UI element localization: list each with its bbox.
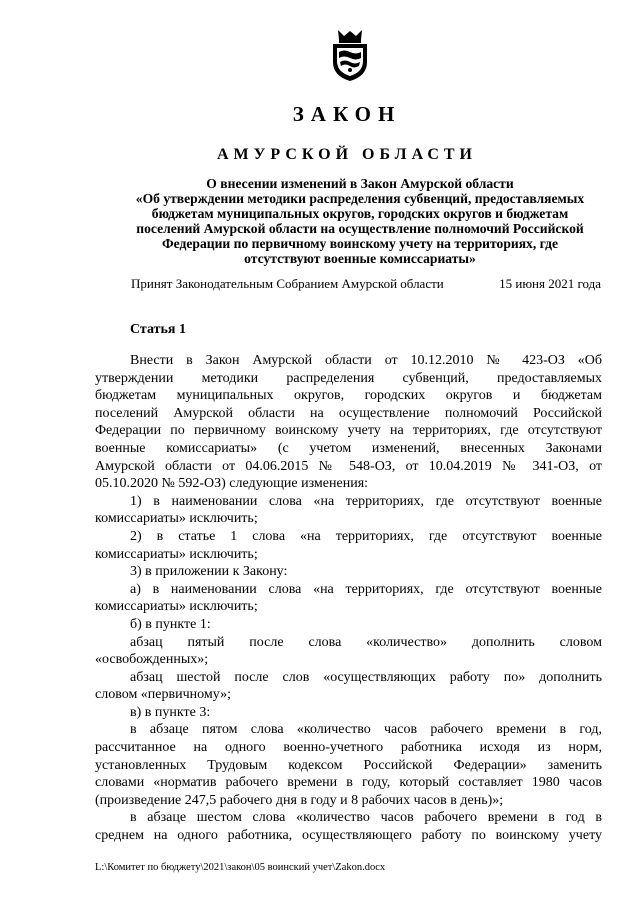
paragraph-line: установленных Трудовым кодексом Российской Федерации» заменить [95,757,602,773]
law-subject [118,176,602,266]
article-paragraph [95,809,602,862]
paragraph-line: Внести в Закон Амурской области от 10.12.2010 № 423-ОЗ «Об [130,353,602,368]
paragraph-line: рассчитанное на одного военно-учетного работника исходя из норм, [95,740,602,756]
paragraph-line: поселений Амурской области на осуществление полномочий Российской [95,405,602,421]
subject-line: «Об утверждении методики распределения субвенций, предоставляемых [135,191,585,206]
paragraph-line: словами «норматив рабочего времени в году, который составляет 1980 часов [95,775,602,791]
law-title: ЗАКОН [292,102,402,126]
paragraph-line: в) в пункте 3: [130,704,211,720]
article-paragraph [95,721,602,809]
paragraph-line: а) в наименовании слова «на территориях, где отсутствуют военные [130,581,602,597]
paragraph-line: 1) в наименовании слова «на территориях, где отсутствуют военные [130,493,602,509]
article-paragraph [95,352,602,493]
article-paragraph [95,563,602,581]
adoption-text: Принят Законодательным Собранием Амурской области [131,276,444,291]
paragraph-line: Амурской области от 04.06.2015 № 548-ОЗ, от 10.04.2019 № 341-ОЗ, от [95,458,602,474]
paragraph-line: среднем на одного работника, осуществляющего работу по воинскому учету [95,828,602,844]
article-paragraph [95,704,602,722]
paragraph-line: комиссариаты» исключить; [95,546,258,562]
paragraph-line: «освобожденных»; [95,652,209,668]
paragraph-line: (произведение 247,5 рабочего дня в году и 8 рабочих часов в день)»; [95,792,504,808]
article-paragraph [95,669,602,704]
paragraph-line: бюджетам муниципальных округов, городских округов и бюджетам [95,388,602,404]
paragraph-line: Федерации по первичному воинскому учету на территориях, где отсутствуют [95,423,602,439]
paragraph-line: в абзаце шестом слова «количество часов рабочего времени в год в [130,810,602,826]
paragraph-line: комиссариаты» исключить; [95,599,258,615]
article-paragraph [95,528,602,563]
article-paragraph [95,493,602,528]
subject-line: бюджетам муниципальных округов, городских округов и бюджетам [151,206,569,221]
paragraph-line: в абзаце пятом слова «количество часов рабочего времени в год, [130,722,602,738]
paragraph-line: комиссариаты» исключить; [95,511,258,527]
paragraph-line: утверждении методики распределения субвенций, предоставляемых [95,370,602,386]
article-paragraph [95,581,602,616]
paragraph-line: б) в пункте 1: [130,616,211,632]
subject-line: поселений Амурской области на осуществление полномочий Российской [136,221,584,236]
subject-line: О внесении изменений в Закон Амурской области [206,176,514,191]
region-title: АМУРСКОЙ ОБЛАСТИ [217,146,477,163]
paragraph-line: 05.10.2020 № 592-ОЗ) следующие изменения: [95,476,369,492]
article-paragraph [95,616,602,634]
paragraph-line: абзац шестой после слов «осуществляющих работу по» дополнить [130,669,602,685]
paragraph-line: абзац пятый после слова «количество» дополнить словом [130,634,602,650]
paragraph-line: военные комиссариаты» (с учетом изменений, внесенных Законами [95,440,602,456]
article-heading: Статья 1 [130,322,186,337]
paragraph-line: словом «первичному»; [95,687,231,703]
article-body [95,352,602,862]
paragraph-line: 2) в статье 1 слова «на территориях, где отсутствуют военные [130,528,602,544]
subject-line: Федерации по первичному воинскому учету на территориях, где [161,236,559,251]
article-paragraph [95,634,602,669]
paragraph-line [95,845,602,863]
amur-coat-of-arms-emblem [330,28,370,82]
adoption-date: 15 июня 2021 года [499,276,601,291]
subject-line: отсутствуют военные комиссариаты» [244,251,476,266]
file-path-footer: L:\Комитет по бюджету\2021\закон\05 воинский учет\Zakon.docx [95,862,386,873]
paragraph-line: 3) в приложении к Закону: [130,564,288,580]
